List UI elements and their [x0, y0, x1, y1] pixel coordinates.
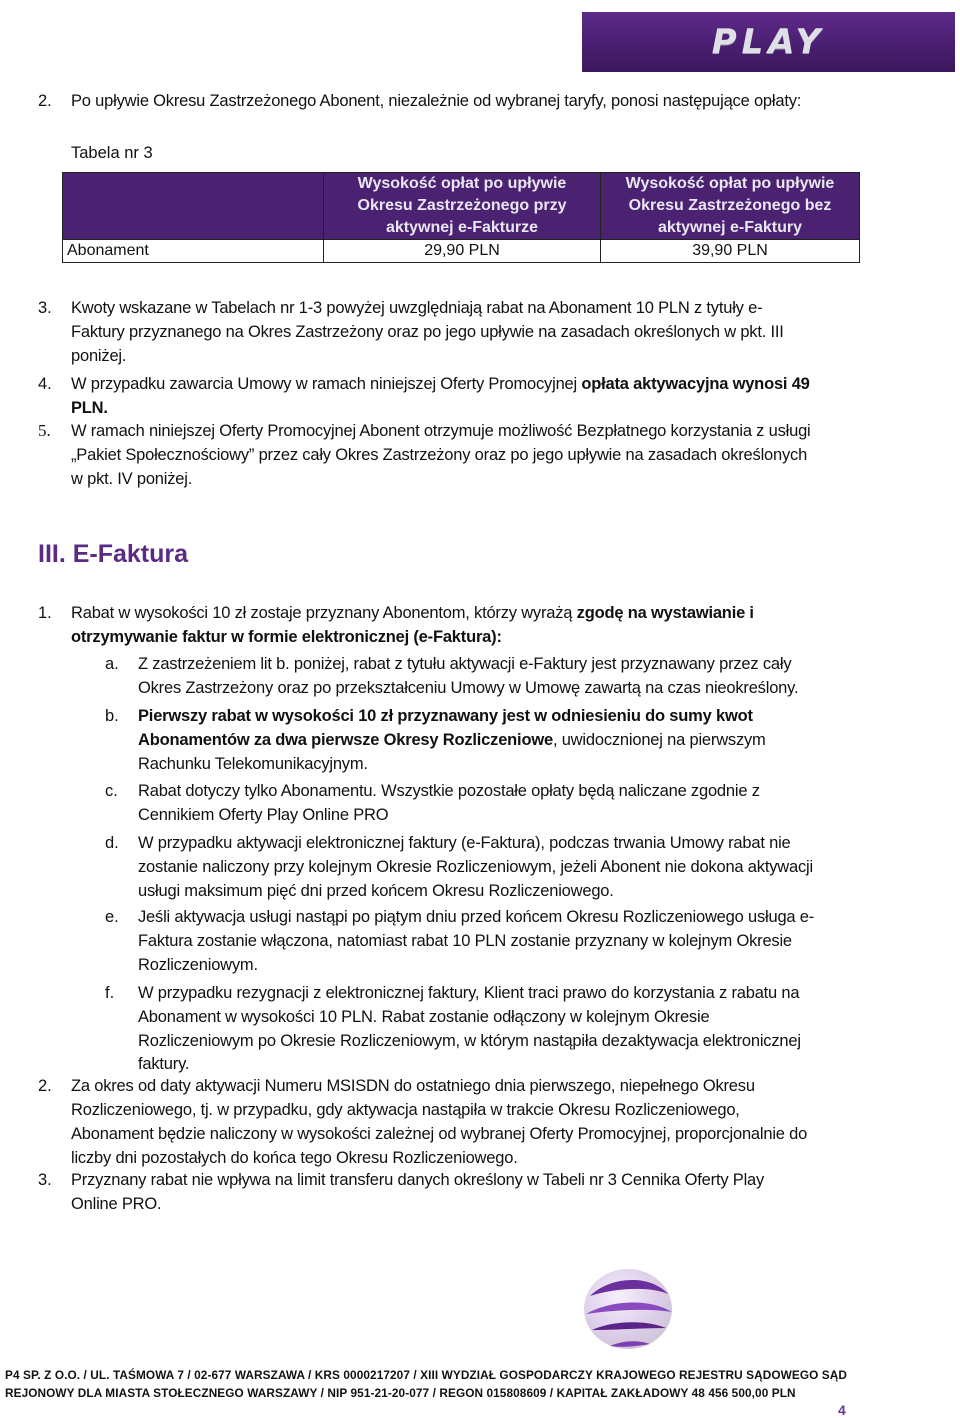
- para-4-number: 4.: [38, 375, 52, 393]
- efaktura-1-line: otrzymywanie faktur w formie elektronicznej (e-Faktura):: [71, 628, 502, 646]
- item-c-line: Rabat dotyczy tylko Abonamentu. Wszystkie pozostałe opłaty będą naliczane zgodnie z: [138, 782, 760, 800]
- item-b-line: Pierwszy rabat w wysokości 10 zł przyznawany jest w odniesieniu do sumy kwot: [138, 707, 753, 725]
- item-f-line: faktury.: [138, 1055, 190, 1073]
- item-d-line: zostanie naliczony przy kolejnym Okresie Rozliczeniowym, jeżeli Abonent nie dokona aktywacji: [138, 858, 813, 876]
- play-ball-icon: [580, 1266, 676, 1352]
- table-header-empty: [63, 173, 324, 240]
- para-5-line: W ramach niniejszej Oferty Promocyjnej Abonent otrzymuje możliwość Bezpłatnego korzystania z usługi: [71, 422, 811, 440]
- efaktura-2-line: Abonament będzie naliczony w wysokości zależnej od wybranej Oferty Promocyjnej, proporcjonalnie do: [71, 1125, 808, 1143]
- item-e-line: Jeśli aktywacja usługi nastąpi po piątym dniu przed końcem Okresu Rozliczeniowego usługa e-: [138, 908, 815, 926]
- efaktura-1-number: 1.: [38, 604, 52, 622]
- item-a-line: Okres Zastrzeżony oraz po przekształceniu Umowy w Umowę zawartą na czas nieokreślony.: [138, 679, 799, 697]
- section-title: III. E-Faktura: [38, 540, 189, 568]
- item-f-line: W przypadku rezygnacji z elektronicznej faktury, Klient traci prawo do korzystania z rabatu na: [138, 984, 800, 1002]
- para-2-text: Po upływie Okresu Zastrzeżonego Abonent, niezależnie od wybranej taryfy, ponosi następujące opłaty:: [71, 92, 802, 110]
- efaktura-3-line: Przyznany rabat nie wpływa na limit transferu danych określony w Tabeli nr 3 Cennika Oferty Play: [71, 1171, 765, 1189]
- page-number: 4: [838, 1402, 846, 1418]
- footer-line-2: REJONOWY DLA MIASTA STOŁECZNEGO WARSZAWY / NIP 951-21-20-077 / REGON 015808609 / KAPITAŁ ZAKŁADOWY 48 456 500,00 PLN: [5, 1386, 796, 1400]
- efaktura-2-line: Rozliczeniowego, tj. w przypadku, gdy aktywacja nastąpiła w trakcie Okresu Rozliczeniowego,: [71, 1101, 740, 1119]
- item-b-letter: b.: [105, 707, 119, 725]
- item-e-line: Faktura zostanie włączona, natomiast rabat 10 PLN zostanie przyznany w kolejnym Okresie: [138, 932, 792, 950]
- play-logo: [582, 12, 955, 72]
- para-5-number: 5.: [38, 421, 51, 440]
- para-4-line: W przypadku zawarcia Umowy w ramach niniejszej Oferty Promocyjnej opłata aktywacyjna wynosi 49: [71, 375, 810, 393]
- item-f-line: Rozliczeniowym po Okresie Rozliczeniowym, w którym nastąpiła dezaktywacja elektronicznej: [138, 1032, 801, 1050]
- para-3-line: poniżej.: [71, 347, 127, 365]
- table-label: Tabela nr 3: [71, 144, 153, 162]
- fee-table: [62, 172, 860, 263]
- table-row: [63, 240, 860, 263]
- item-e-letter: e.: [105, 908, 119, 926]
- para-2-number: 2.: [38, 92, 52, 110]
- item-f-letter: f.: [105, 984, 115, 1002]
- efaktura-2-line: liczby dni pozostałych do końca tego Okresu Rozliczeniowego.: [71, 1149, 518, 1167]
- item-c-line: Cennikiem Oferty Play Online PRO: [138, 806, 389, 824]
- table-header-without-efaktura: Wysokość opłat po upływie Okresu Zastrzeżonego bez aktywnej e-Faktury: [601, 173, 860, 240]
- item-e-line: Rozliczeniowym.: [138, 956, 258, 974]
- logo-text: PLAY: [711, 22, 826, 62]
- para-3-line: Kwoty wskazane w Tabelach nr 1-3 powyżej uwzględniają rabat na Abonament 10 PLN z tytuły e-: [71, 299, 763, 317]
- efaktura-2-number: 2.: [38, 1077, 52, 1095]
- efaktura-1-line: Rabat w wysokości 10 zł zostaje przyznany Abonentom, którzy wyrażą zgodę na wystawianie i: [71, 604, 754, 622]
- row-label: Abonament: [63, 240, 324, 263]
- para-3-number: 3.: [38, 299, 52, 317]
- item-a-line: Z zastrzeżeniem lit b. poniżej, rabat z tytułu aktywacji e-Faktury jest przyznawany przez cały: [138, 655, 792, 673]
- item-c-letter: c.: [105, 782, 118, 800]
- row-value-with: 29,90 PLN: [324, 240, 601, 263]
- item-b-line: Abonamentów za dwa pierwsze Okresy Rozliczeniowe, uwidocznionej na pierwszym: [138, 731, 766, 749]
- para-5-line: „Pakiet Społecznościowy” przez cały Okres Zastrzeżony oraz po jego upływie na zasadach określonych: [71, 446, 808, 464]
- table-header-with-efaktura: Wysokość opłat po upływie Okresu Zastrzeżonego przy aktywnej e-Fakturze: [324, 173, 601, 240]
- efaktura-3-line: Online PRO.: [71, 1195, 162, 1213]
- para-3-line: Faktury przyznanego na Okres Zastrzeżony oraz po jego upływie na zasadach określonych w pkt. III: [71, 323, 784, 341]
- item-a-letter: a.: [105, 655, 119, 673]
- efaktura-2-line: Za okres od daty aktywacji Numeru MSISDN do ostatniego dnia pierwszego, niepełnego Okresu: [71, 1077, 755, 1095]
- efaktura-3-number: 3.: [38, 1171, 52, 1189]
- row-value-without: 39,90 PLN: [601, 240, 860, 263]
- item-d-line: usługi maksimum pięć dni przed końcem Okresu Rozliczeniowego.: [138, 882, 614, 900]
- item-f-line: Abonament w wysokości 10 PLN. Rabat zostanie odłączony w kolejnym Okresie: [138, 1008, 710, 1026]
- footer-line-1: P4 SP. Z O.O. / UL. TAŚMOWA 7 / 02-677 WARSZAWA / KRS 0000217207 / XIII WYDZIAŁ GOSPODARCZY KRAJOWEGO REJESTRU SĄDOWEGO SĄD: [5, 1368, 847, 1382]
- table-header-row: [63, 173, 860, 240]
- item-d-letter: d.: [105, 834, 119, 852]
- para-5-line: w pkt. IV poniżej.: [71, 470, 193, 488]
- item-d-line: W przypadku aktywacji elektronicznej faktury (e-Faktura), podczas trwania Umowy rabat nie: [138, 834, 791, 852]
- item-b-line: Rachunku Telekomunikacyjnym.: [138, 755, 368, 773]
- para-4-line: PLN.: [71, 399, 108, 417]
